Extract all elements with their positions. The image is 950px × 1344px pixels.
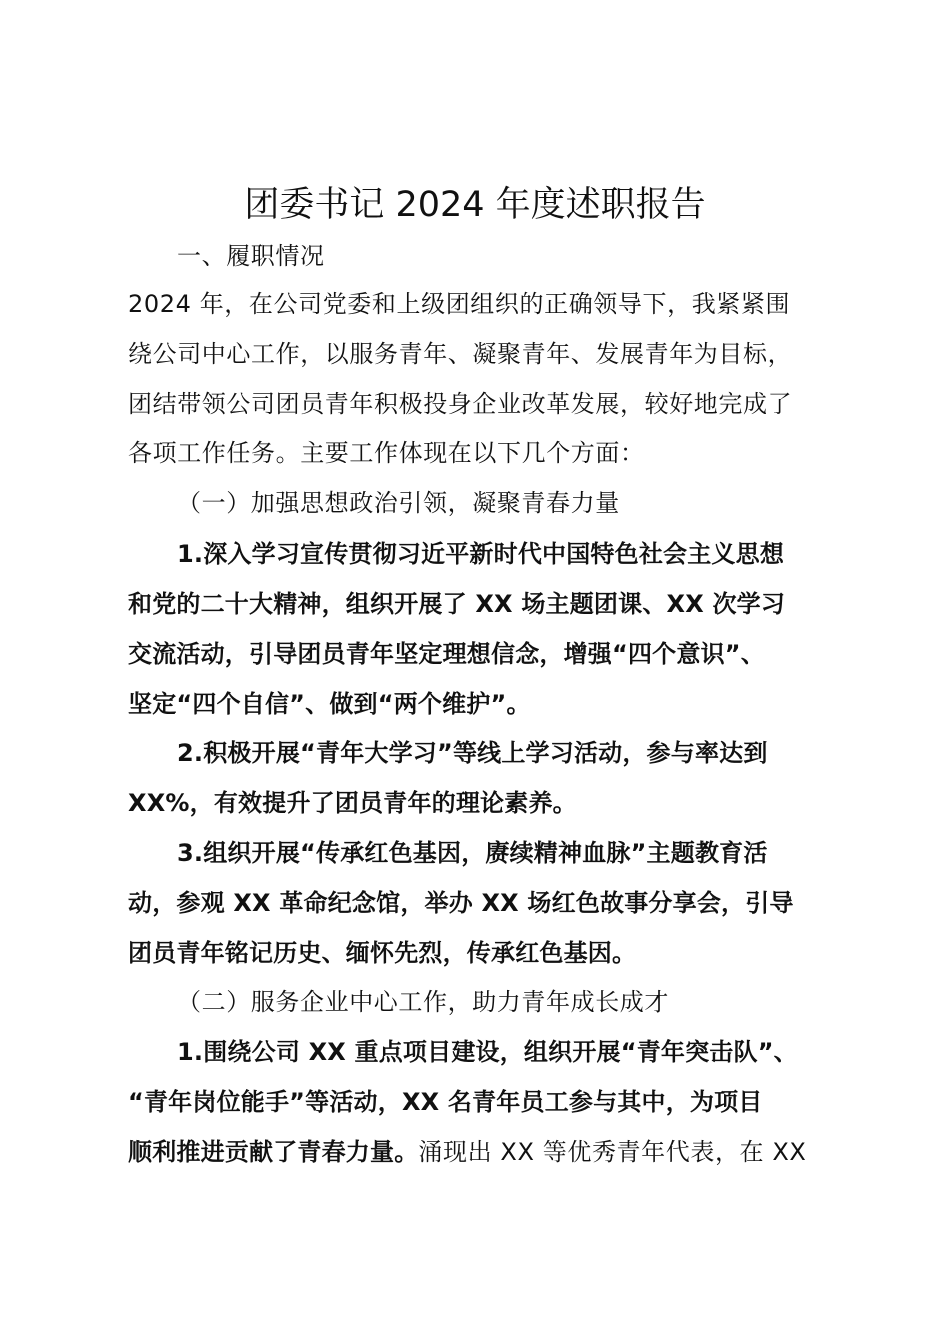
bold-paragraph-line: 团员青年铭记历史、缅怀先烈，传承红色基因。 [128, 939, 637, 967]
bold-paragraph-line: XX%，有效提升了团员青年的理论素养。 [128, 789, 577, 817]
paragraph-line: 团结带领公司团员青年积极投身企业改革发展，较好地完成了 [128, 390, 793, 418]
paragraph-line: 各项工作任务。主要工作体现在以下几个方面： [128, 439, 645, 467]
bold-paragraph-line: 2.积极开展“青年大学习”等线上学习活动，参与率达到 [177, 739, 768, 767]
bold-paragraph-line: 动，参观 XX 革命纪念馆，举办 XX 场红色故事分享会，引导 [128, 889, 794, 917]
bold-paragraph-line: “青年岗位能手”等活动，XX 名青年员工参与其中，为项目 [128, 1088, 763, 1116]
paragraph-line: 绕公司中心工作，以服务青年、凝聚青年、发展青年为目标， [128, 340, 793, 368]
bold-paragraph-line: 和党的二十大精神，组织开展了 XX 场主题团课、XX 次学习 [128, 590, 786, 618]
subsection-heading-2: （二）服务企业中心工作，助力青年成长成才 [177, 988, 669, 1016]
bold-text-span: 顺利推进贡献了青春力量。 [128, 1138, 419, 1166]
section-heading-1: 一、履职情况 [177, 242, 325, 270]
bold-paragraph-line: 交流活动，引导团员青年坚定理想信念，增强“四个意识”、 [128, 640, 765, 668]
paragraph-line: 2024 年，在公司党委和上级团组织的正确领导下，我紧紧围 [128, 290, 791, 318]
mixed-paragraph-line [128, 1135, 806, 1169]
bold-paragraph-line: 1.围绕公司 XX 重点项目建设，组织开展“青年突击队”、 [177, 1038, 798, 1066]
regular-text-span: 涌现出 XX 等优秀青年代表，在 XX [418, 1138, 807, 1166]
bold-paragraph-line: 坚定“四个自信”、做到“两个维护”。 [128, 690, 531, 718]
document-title: 团委书记 2024 年度述职报告 [244, 185, 706, 225]
bold-paragraph-line: 1.深入学习宣传贯彻习近平新时代中国特色社会主义思想 [177, 540, 785, 568]
subsection-heading-1: （一）加强思想政治引领，凝聚青春力量 [177, 489, 620, 517]
bold-paragraph-line: 3.组织开展“传承红色基因，赓续精神血脉”主题教育活 [177, 839, 768, 867]
